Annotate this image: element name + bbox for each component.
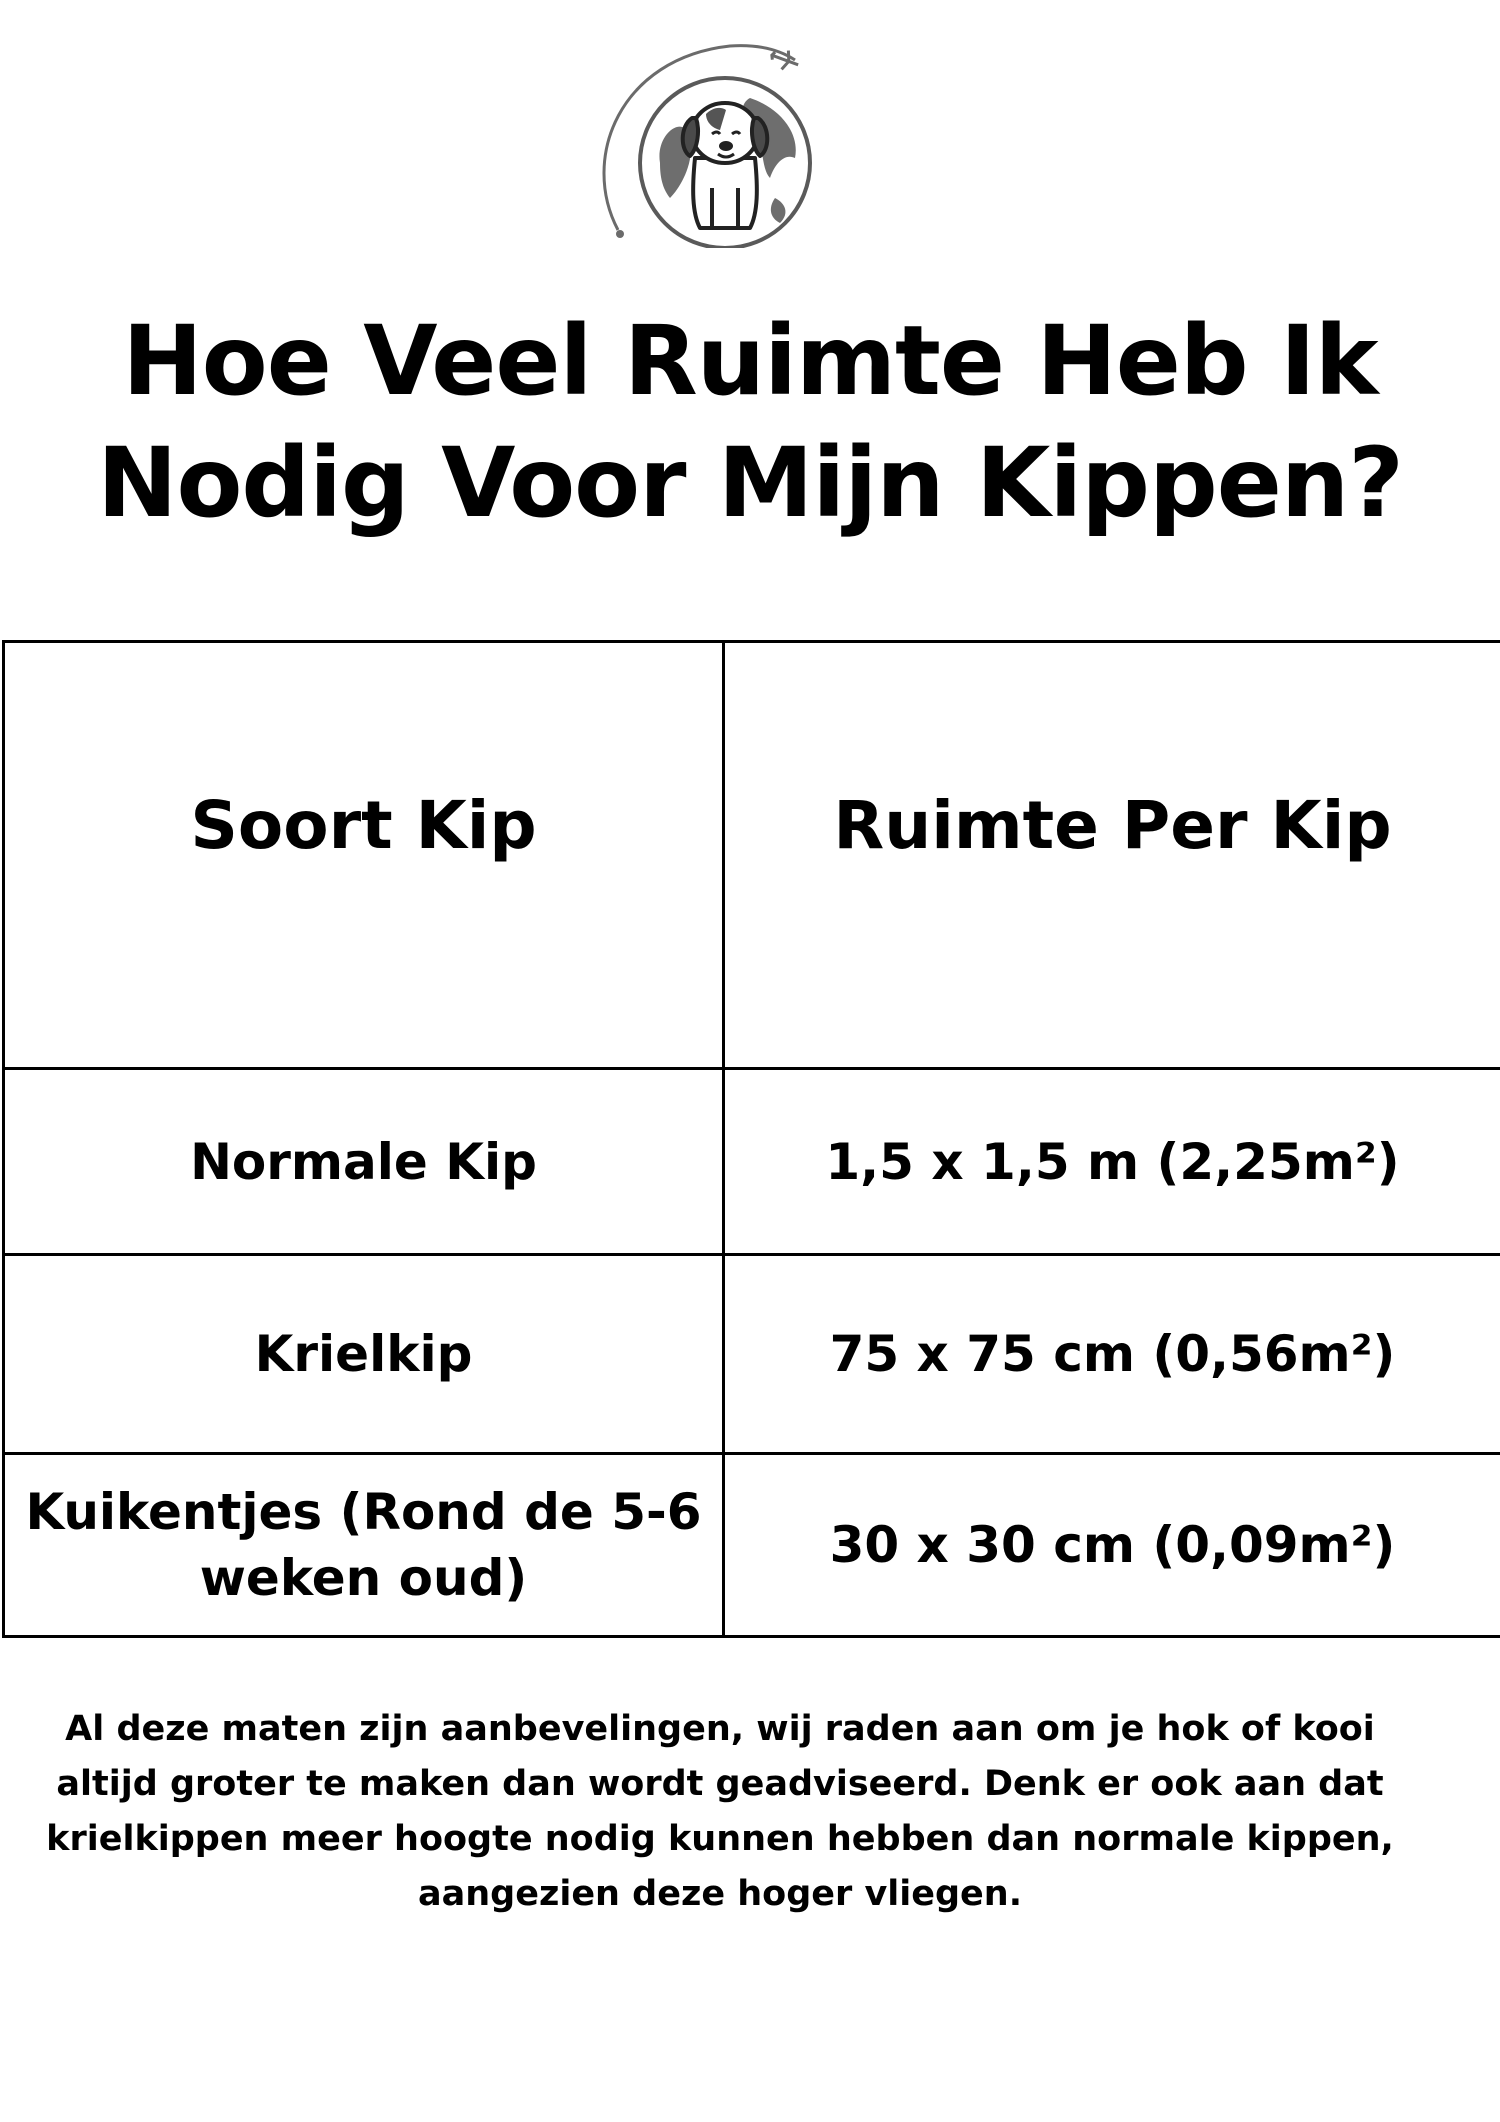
table-row [4,1255,1500,1454]
table-cell-type: Krielkip [4,1255,724,1454]
column-header-soort-kip: Soort Kip [4,642,724,1069]
table-cell-space: 75 x 75 cm (0,56m²) [724,1255,1500,1454]
table-cell-space: 1,5 x 1,5 m (2,25m²) [724,1069,1500,1255]
table-row [4,1454,1500,1637]
table-cell-space: 30 x 30 cm (0,09m²) [724,1454,1500,1637]
column-header-ruimte-per-kip: Ruimte Per Kip [724,642,1500,1069]
title-line-2: Nodig Voor Mijn Kippen? [97,427,1403,539]
space-table [2,640,1500,1638]
title-line-1: Hoe Veel Ruimte Heb Ik [122,305,1378,417]
table-header-row [4,642,1500,1069]
page-title [0,300,1500,544]
table-cell-type: Normale Kip [4,1069,724,1255]
table-cell-type: Kuikentjes (Rond de 5-6 weken oud) [4,1454,724,1637]
advice-note: Al deze maten zijn aanbevelingen, wij raden aan om je hok of kooi altijd groter te maken dan wordt geadviseerd. Denk er ook aan dat krielkippen meer hoogte nodig kunnen hebben dan normale kippen, aangezien deze hoger vliegen. [46,1709,1394,1914]
table-row [4,1069,1500,1255]
dog-globe-airplane-logo-icon [600,38,830,248]
